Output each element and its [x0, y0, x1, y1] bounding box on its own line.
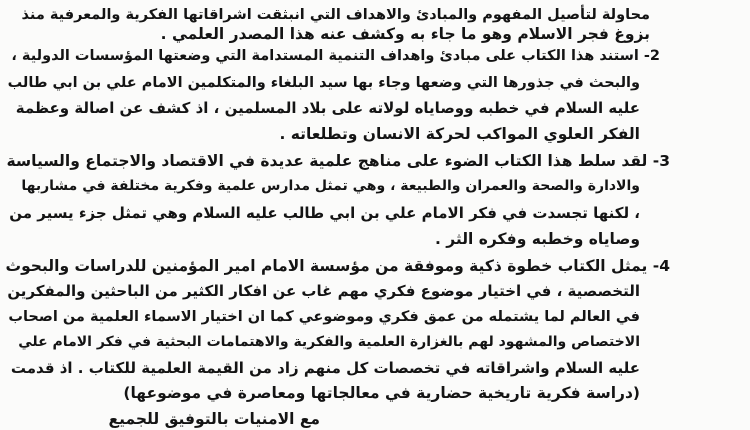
point-3-line-3: ، لكنها تجسدت في فكر الامام علي بن ابي طالب عليه السلام وهي تمثل جزء يسير من — [9, 204, 640, 222]
point-4-line-2: التخصصية ، في اختيار موضوع فكري مهم غاب عن افكار الكثير من الباحثين والمفكرين — [7, 282, 640, 300]
point-4-line-5: عليه السلام واشراقاته في تخصصات كل منهم زاد من القيمة العلمية للكتاب . اذ قدمت — [10, 359, 640, 377]
point-4-line-6: (دراسة فكرية تاريخية حضارية في معالجاتها ومعاصرة في موضوعها) — [123, 384, 640, 402]
point-3-line-4: وصاياه وخطبه وفكره الثر . — [434, 230, 640, 248]
intro-line-1: محاولة لتأصيل المفهوم والمبادئ والاهداف التي انبثقت اشراقاتها الفكرية والمعرفية منذ — [21, 7, 650, 23]
point-2-line-4: الفكر العلوي المواكب لحركة الانسان وتطلعاته . — [279, 125, 640, 143]
point-4-line-3: في العالم لما يشتمله من عمق فكري وموضوعي كما ان اختيار الاسماء العلمية من اصحاب — [8, 309, 640, 325]
point-3-line-2: والادارة والصحة والعمران والطبيعة ، وهي تمثل مدارس علمية وفكرية مختلفة في مشاربها — [21, 178, 640, 194]
intro-line-2: بزوغ فجر الاسلام وهو ما جاء به وكشف عنه هذا المصدر العلمي . — [160, 25, 650, 43]
point-2-line-1: 2- استند هذا الكتاب على مبادئ واهداف التنمية المستدامة التي وضعتها المؤسسات الدولية ، — [11, 48, 660, 64]
closing-remark: مع الامنيات بالتوفيق للجميع — [108, 410, 320, 428]
point-3-line-1: 3- لقد سلط هذا الكتاب الضوء على مناهج علمية عديدة في الاقتصاد والاجتماع والسياسة — [6, 152, 670, 170]
point-4-line-4: الاختصاص والمشهود لهم بالغزارة العلمية والفكرية والاهتمامات البحثية في فكر الامام علي — [18, 334, 640, 350]
point-4-line-1: 4- يمثل الكتاب خطوة ذكية وموفقة من مؤسسة الامام امير المؤمنين للدراسات والبحوث — [5, 257, 670, 275]
point-2-line-2: والبحث في جذورها التي وضعها وجاء بها سيد البلغاء والمتكلمين الامام علي بن ابي طالب — [7, 75, 640, 91]
point-2-line-3: عليه السلام في خطبه ووصاياه لولاته على بلاد المسلمين ، اذ كشف عن اصالة وعظمة — [15, 99, 640, 117]
